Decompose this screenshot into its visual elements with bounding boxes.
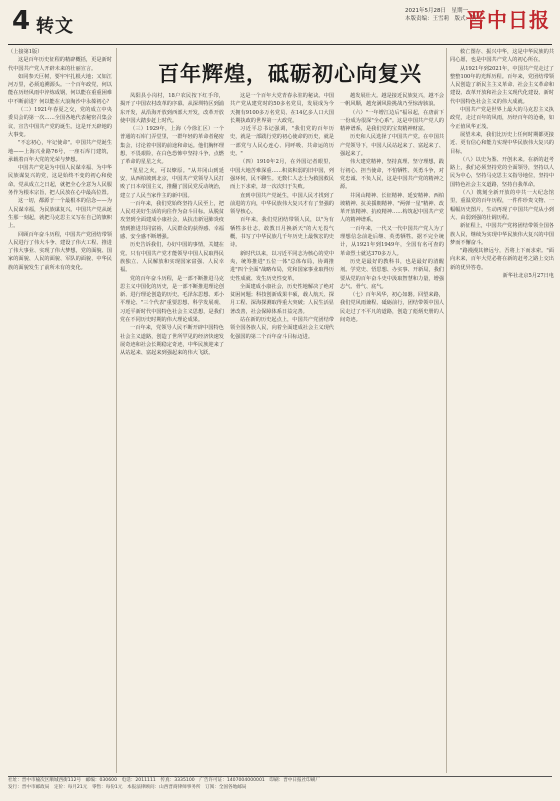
paragraph: （二）1921年春夏之交，党的成立中央委员会的第一次……全国各地代表秘密召集会议，宣告中国共产党的诞生。这是开天辟地的大事变。 [8, 107, 112, 138]
paragraph: 直到中国共产党诞生，中国人民才找到了前进的方向，中华民族伟大复兴才有了坚强的领导核心。 [230, 192, 334, 216]
paragraph: 中国共产党是为中国人民谋幸福、为中华民族谋复兴的党，这是始终不变的初心和使命。党从成立之日起，就把全心全意为人民服务作为根本宗旨，把人民放在心中最高位置。 [8, 165, 112, 197]
paragraph: 越发展壮大。越是接近民族复兴，越不会一帆风顺，越充满风险挑战乃至惊涛骇浪。 [340, 93, 444, 108]
dateline: 新华社北京5月27日电 [502, 273, 554, 280]
paragraph: 中国共产党是世界上最大的马克思主义执政党，走过百年的风雨，历经百年的沧桑，如今正值风华正茂。 [450, 107, 554, 130]
paragraph: （四）1910年2月，在外国记者眼里，中国大地苦难深重……积贫积弱的旧中国，列强环伺，民不聊生。无数仁人志士为救国救民而上下求索，却一次次归于失败。 [230, 159, 334, 191]
column-divider [446, 48, 447, 773]
paragraph: 如同参天巨树，要牢牢扎根大地；又如江河万里，必须追溯源头。一个百年政党，何以能在历经风雨中淬炼成钢，何以能在重重困难中不断前进？何以能在大浪淘沙中永葆初心？ [8, 73, 112, 105]
paragraph: 井冈山精神、长征精神、延安精神、西柏坡精神、抗美援朝精神、"两弹一星"精神、改革开放精神、抗疫精神……构筑起中国共产党人的精神谱系。 [340, 192, 444, 224]
paragraph: 习近平总书记强调，"我们党的百年历史，就是一部践行党的初心使命的历史，就是一部党与人民心连心、同呼吸、共命运的历史。" [230, 126, 334, 158]
section-title: 转文 [36, 16, 74, 37]
paragraph: 这是百年历史征程的精辟概括，更是新时代中国共产党人开辟未来的壮丽宣言。 [8, 57, 112, 72]
header-rule [8, 44, 552, 45]
paragraph: 站在新的历史起点上，中国共产党团结带领全国各族人民，向着全面建成社会主义现代化强国的第二个百年奋斗目标迈进。 [230, 317, 334, 340]
page-header [0, 0, 560, 46]
article-title: 百年辉煌，砥砺初心向复兴 [158, 62, 422, 86]
editor-credit: 本版责编：王雪莉 版式：何 [405, 16, 477, 22]
footer-line: 社址：晋中市榆次区顺城西街112号 邮编：030600 电话：2011111 传真：3335100 广告许可证：1407004000001 印刷：晋中日报社印刷厂 [8, 778, 320, 783]
paragraph: "路漫漫其修远兮，吾将上下而求索。"面向未来，百年大党必将在新的赶考之路上交出新的优异答卷。 [450, 248, 554, 271]
paragraph: 百年来，我们党团结带领人民，以"为有牺牲多壮志，敢教日月换新天"的大无畏气概，书写了中华民族几千年历史上最恢宏的史诗。 [230, 217, 334, 249]
article-column-4 [340, 92, 444, 773]
article-column-1 [8, 48, 112, 773]
paragraph: （八）镌刻全新开放的中共一大纪念馆里，重温党的百年历程，一件件珍贵文物、一幅幅历史图片，生动再现了中国共产党从小到大、由弱到强的壮阔历程。 [450, 190, 554, 221]
paragraph: （八）以史为鉴、开创未来。在新的赶考路上，我们必须坚持党的全面领导，坚持以人民为中心，坚持马克思主义指导地位，坚持中国特色社会主义道路，坚持自我革命。 [450, 156, 554, 188]
paragraph: 从1921年到2021年，中国共产党走过了整整100年的光辉历程。百年来，党团结带领人民创造了新民主主义革命、社会主义革命和建设、改革开放和社会主义现代化建设、新时代中国特色社会主义的伟大成就。 [450, 65, 554, 105]
page-number: 4 [12, 6, 31, 36]
paragraph: 历史告诉我们，办好中国的事情，关键在党。只有中国共产党才能领导中国人民取得民族独立、人民解放和实现国家富强、人民幸福。 [120, 242, 224, 274]
paragraph: 这是一个百年大党青春永驻的秘诀。中国共产党从建党时的50多名党员，发展成为今天拥有9100多万名党员、在14亿多人口大国长期执政的世界第一大政党。 [230, 93, 334, 124]
issue-date: 2021年5月28日 星期一 [405, 8, 468, 14]
paragraph: 一百年来，我们党始终坚持人民至上，把人民对美好生活的向往作为奋斗目标。从脱贫攻坚到全面建成小康社会，从抗击新冠肺炎疫情到推进共同富裕，人民群众的获得感、幸福感、安全感不断增强。 [120, 200, 224, 241]
footer-line: 发行：晋中市邮政局 定价：每月21元 零售：每份1元 本报法律顾问：山西晋商律师事务所 订阅：全国各地邮局 [8, 785, 247, 790]
article-column-2 [120, 92, 224, 773]
paragraph: 历史是最好的教科书，也是最好的清醒剂。学党史、悟思想、办实事、开新局，我们要从党的百年奋斗史中汲取智慧和力量，增强志气、骨气、底气。 [340, 258, 444, 290]
paragraph: 展望未来，我们比历史上任何时期都更接近、更有信心和能力实现中华民族伟大复兴的目标。 [450, 131, 554, 155]
paragraph: 凤阳县小岗村，18户农民按下红手印，揭开了中国农村改革的序幕。从深圳特区到浦东开发，从沿海开放到西部大开发，改革开放使中国大踏步赶上时代。 [120, 93, 224, 124]
paragraph: （七）百年风华，初心如磐。回望来路，我们党风雨兼程、砥砺前行，团结带领中国人民走过了不平凡的道路，创造了彪炳史册的人间奇迹。 [340, 292, 444, 324]
paragraph: 回顾百年奋斗历程，中国共产党团结带领人民进行了伟大斗争、建设了伟大工程、推进了伟大事业、实现了伟大梦想，党的面貌、国家的面貌、人民的面貌、军队的面貌、中华民族的面貌发生了前所未有的变化。 [8, 231, 112, 271]
paragraph: 这一切，都源于一个最根本的信念——为人民谋幸福，为民族谋复兴。中国共产党从诞生那一刻起，就把马克思主义写在自己的旗帜上。 [8, 198, 112, 230]
article-column-3 [230, 92, 334, 773]
page-footer [8, 776, 552, 797]
column-divider [116, 48, 117, 773]
masthead-logo: 晋中日报 [466, 8, 550, 32]
paragraph: 新时代以来，以习近平同志为核心的党中央，统筹推进"五位一体"总体布局，协调推进"四个全面"战略布局，党和国家事业取得历史性成就、发生历史性变革。 [230, 250, 334, 282]
article-column-5 [450, 48, 554, 773]
paragraph: 全面建成小康社会，历史性地解决了绝对贫困问题；科技创新成果丰硕，载人航天、探月工程、深海探测取得重大突破；人民生活显著改善，社会保障体系日益完善。 [230, 283, 334, 315]
paragraph: （六）"一年增江边后"福吊起，在唐前下一份成为很深"全心系"。这是中国共产党人的精神谱系，是我们党的宝贵精神财富。 [340, 109, 444, 133]
paragraph: "星星之火，可以燎原。"从井冈山到延安，从西柏坡到北京，中国共产党领导人民打败了日本帝国主义，推翻了国民党反动统治，建立了人民当家作主的新中国。 [120, 167, 224, 199]
paragraph: 历史和人民选择了中国共产党。在中国共产党领导下，中国人民站起来了、富起来了、强起来了。 [340, 134, 444, 158]
paragraph: 新征程上，中国共产党将团结带领全国各族人民，继续为实现中华民族伟大复兴的中国梦而不懈奋斗。 [450, 223, 554, 246]
paragraph: 伟大建党精神，坚持真理、坚守理想，践行初心、担当使命，不怕牺牲、英勇斗争，对党忠诚、不负人民，这是中国共产党的精神之源。 [340, 159, 444, 191]
paragraph: （上接第1版） [8, 49, 43, 55]
paragraph: （三）1929年，上海（今徐汇区）一个普通的石库门弄堂里，一群年轻的革命者秘密集会，讨论着中国的前途和命运。他们胸怀理想，不畏艰险，在白色恐怖中坚持斗争，点燃了革命的星星之火。 [120, 126, 224, 166]
paragraph: 党的百年奋斗历程，是一部不断推进马克思主义中国化的历史，是一部不断推进理论创新、进行理论创造的历史。毛泽东思想、邓小平理论、"三个代表"重要思想、科学发展观、习近平新时代中国特色社会主义思想，是我们党在不同历史时期的伟大理论成果。 [120, 275, 224, 324]
paragraph: 一百年来，党领导人民不断开辟中国特色社会主义道路，创造了世所罕见的经济快速发展奇迹和社会长期稳定奇迹，中华民族迎来了从站起来、富起来到强起来的伟大飞跃。 [120, 325, 224, 357]
paragraph: 一百年来，一代又一代中国共产党人为了理想信念前赴后继、英勇牺牲。据不完全统计，从1921年到1949年，全国有名可查的革命烈士就达370多万人。 [340, 225, 444, 257]
paragraph: "不忘初心，牢记使命"。中国共产党诞生地——上海兴业路76号，一座石库门建筑，承载着百年大党的光荣与梦想。 [8, 140, 112, 163]
paragraph: 救亡图存、振兴中华，这是中华民族的共同心愿，也是中国共产党人的初心所在。 [450, 49, 554, 64]
